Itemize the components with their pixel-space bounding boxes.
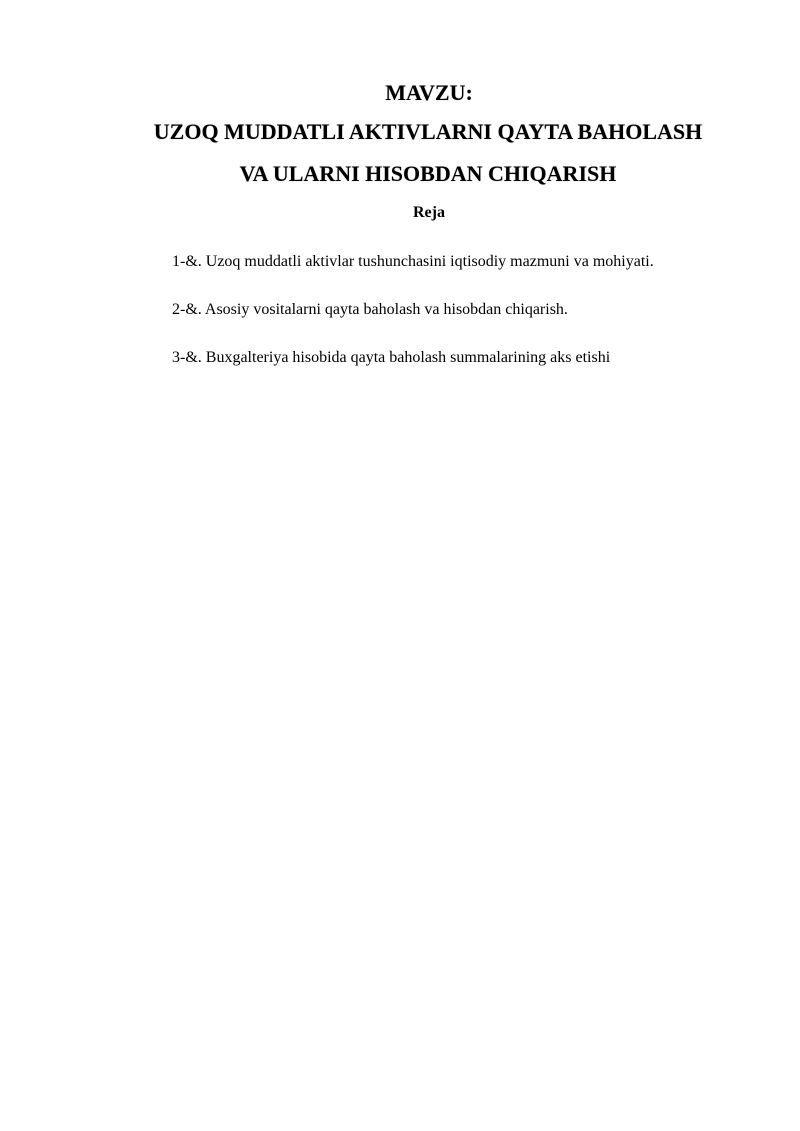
document-title-line-1: UZOQ MUDDATLI AKTIVLARNI QAYTA BAHOLASH [153, 119, 703, 144]
plan-list [172, 251, 654, 395]
document-title-line-2: VA ULARNI HISOBDAN CHIQARISH [239, 161, 617, 186]
plan-heading: Reja [413, 204, 445, 221]
plan-item-3: 3-&. Buxgalteriya hisobida qayta baholash summalarining aks etishi [172, 349, 611, 366]
plan-item-2: 2-&. Asosiy vositalarni qayta baholash va hisobdan chiqarish. [172, 301, 568, 318]
plan-item-1: 1-&. Uzoq muddatli aktivlar tushunchasini iqtisodiy mazmuni va mohiyati. [172, 253, 654, 270]
topic-label: MAVZU: [385, 80, 473, 105]
